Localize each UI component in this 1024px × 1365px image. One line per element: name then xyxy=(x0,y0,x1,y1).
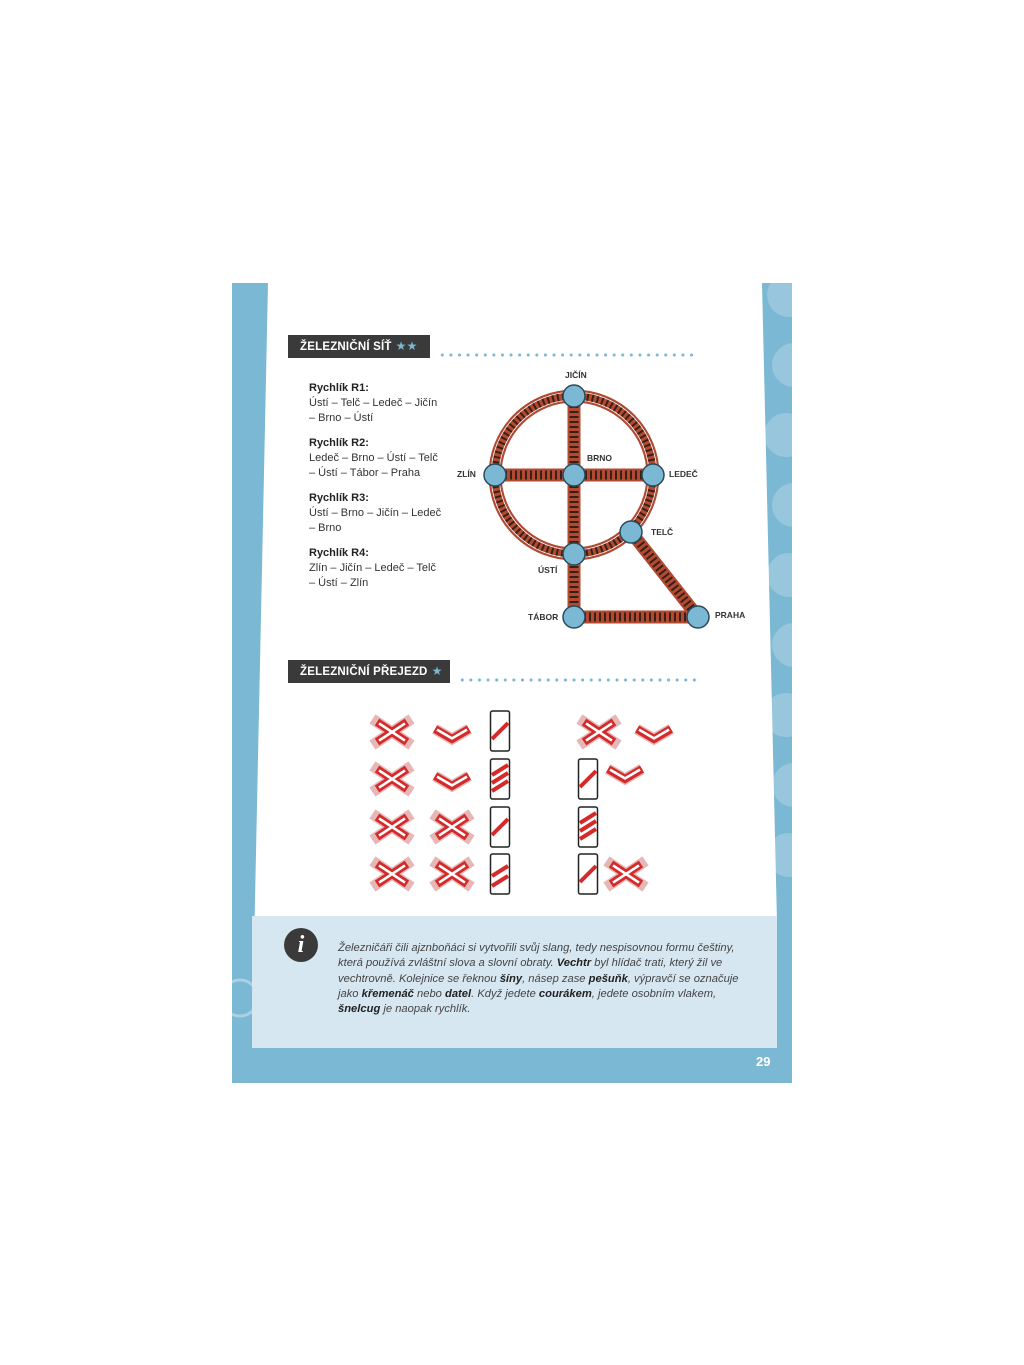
page-number: 29 xyxy=(756,1054,771,1069)
chevron-sign xyxy=(435,729,469,739)
chevron-sign xyxy=(637,729,671,739)
route-name: Rychlík R3: xyxy=(309,492,369,504)
cross-sign xyxy=(377,817,407,837)
label-ledec: LEDEČ xyxy=(669,469,698,479)
label-telc: TELČ xyxy=(651,527,674,537)
info-text-segment: Železničáři čili ajznboňáci si vytvořili svůj slang, tedy nespisovnou formu češtiny, která používá zvláštní slova a slovní obraty. xyxy=(338,942,735,970)
slang-term: Vechtr xyxy=(556,957,592,970)
warning-post-1 xyxy=(579,854,598,894)
info-text-segment: . Když jedete xyxy=(471,987,539,1000)
cross-sign xyxy=(377,769,407,789)
label-zlin: ZLÍN xyxy=(457,469,476,479)
label-brno: BRNO xyxy=(587,453,613,463)
route-stops: Ústí – Telč – Ledeč – Jičín – Brno – Ústí xyxy=(309,397,438,424)
label-tabor: TÁBOR xyxy=(528,612,559,622)
chevron-sign xyxy=(608,769,642,779)
cross-sign xyxy=(437,864,467,884)
book-page xyxy=(232,283,792,1083)
difficulty-stars: ★ xyxy=(431,664,443,678)
label-usti: ÚSTÍ xyxy=(538,565,558,575)
difficulty-stars: ★★ xyxy=(395,339,418,353)
info-text-segment: nebo xyxy=(413,987,445,1000)
cross-sign xyxy=(584,722,614,742)
slang-term: datel xyxy=(445,987,472,1000)
route-stops: Zlín – Jičín – Ledeč – Telč – Ústí – Zlín xyxy=(309,562,436,589)
cross-sign xyxy=(377,864,407,884)
chevron-sign xyxy=(435,776,469,786)
info-text-segment: , jedete osobním vlakem, xyxy=(591,987,717,1000)
info-text-segment: , násep zase xyxy=(522,972,589,985)
info-text-segment: byl hlídač trati, který žil ve vechtrovně. Kolejnice se řeknou xyxy=(338,957,723,985)
slang-term: šíny xyxy=(499,972,523,985)
section-title-text: ŽELEZNIČNÍ SÍŤ xyxy=(300,341,392,353)
route-name: Rychlík R2: xyxy=(309,437,369,449)
cross-sign xyxy=(611,864,641,884)
route-name: Rychlík R1: xyxy=(309,382,369,394)
slang-term: křemenáč xyxy=(361,987,414,1000)
cross-sign xyxy=(377,722,407,742)
cross-sign xyxy=(437,817,467,837)
info-text-segment: je naopak rychlík. xyxy=(380,1003,471,1016)
warning-post-1 xyxy=(491,711,510,751)
info-text-segment: , výpravčí se označuje jako xyxy=(338,972,739,1000)
warning-post-2 xyxy=(491,854,510,894)
info-text xyxy=(338,941,743,1017)
warning-post-3 xyxy=(579,807,598,847)
info-icon: i xyxy=(284,928,318,962)
warning-post-1 xyxy=(491,807,510,847)
route-stops: Ledeč – Brno – Ústí – Telč – Ústí – Tábor – Praha xyxy=(309,452,438,479)
slang-term: šnelcug xyxy=(338,1003,381,1016)
route-stops: Ústí – Brno – Jičín – Ledeč – Brno xyxy=(309,507,442,534)
warning-post-3 xyxy=(491,759,510,799)
route-name: Rychlík R4: xyxy=(309,547,369,559)
section-title-text: ŽELEZNIČNÍ PŘEJEZD xyxy=(300,666,428,678)
crossing-signs xyxy=(232,283,792,923)
warning-post-1 xyxy=(579,759,598,799)
label-jicin: JIČÍN xyxy=(565,370,587,380)
slang-term: courákem xyxy=(538,987,592,1000)
slang-term: pešuňk xyxy=(588,972,628,985)
label-praha: PRAHA xyxy=(715,610,746,620)
